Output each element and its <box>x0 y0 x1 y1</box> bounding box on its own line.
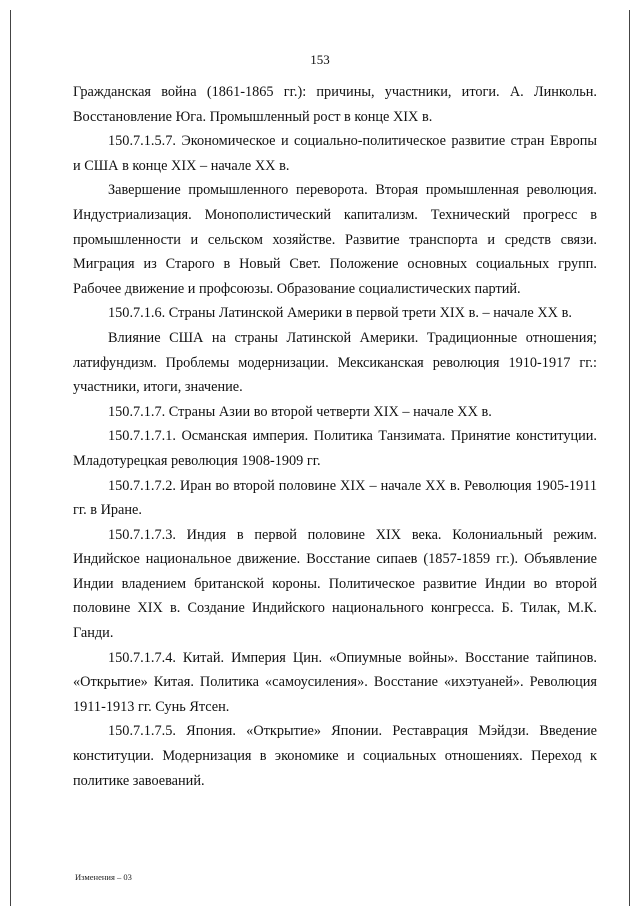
section-iran: 150.7.1.7.2. Иран во второй половине XIX – начале XX в. Революция 1905-1911 гг. в Иране. <box>73 477 597 519</box>
section-china: 150.7.1.7.4. Китай. Империя Цин. «Опиумные войны». Восстание тайпинов. «Открытие» Китая. Политика «самоусиления». Восстание «ихэтуаней». Революция 1911-1913 гг. Сунь Ятсен. <box>73 649 597 715</box>
section-heading-150-7-1-5-7: 150.7.1.5.7. Экономическое и социально-политическое развитие стран Европы и США в конце XIX – начале XX в. <box>73 133 597 174</box>
paragraph-1: Гражданская война (1861-1865 гг.): причины, участники, итоги. А. Линкольн. Восстановление Юга. Промышленный рост в конце XIX в. <box>73 84 597 125</box>
section-heading-150-7-1-6: 150.7.1.6. Страны Латинской Америки в первой трети XIX в. – начале XX в. <box>108 305 572 322</box>
page-body <box>73 80 597 793</box>
page-number: 153 <box>310 52 330 67</box>
paragraph-industrial-revolution: Завершение промышленного переворота. Вторая промышленная революция. Индустриализация. Монополистический капитализм. Технический прогресс в промышленности и сельском хозяйстве. Развитие транспорта и средств связи. Миграция из Старого в Новый Свет. Положение основных социальных групп. Рабочее движение и профсоюзы. Образование социалистических партий. <box>73 182 597 297</box>
section-heading-150-7-1-7: 150.7.1.7. Страны Азии во второй четверти XIX – начале XX в. <box>108 403 492 420</box>
section-india: 150.7.1.7.3. Индия в первой половине XIX века. Колониальный режим. Индийское национальное движение. Восстание сипаев (1857-1859 гг.). Объявление Индии владением британской короны. Политическое развитие Индии во второй половине XIX в. Создание Индийского национального конгресса. Б. Тилак, М.К. Ганди. <box>73 526 597 642</box>
section-ottoman-empire: 150.7.1.7.1. Османская империя. Политика Танзимата. Принятие конституции. Младотурецкая революция 1908-1909 гг. <box>73 428 597 469</box>
section-japan: 150.7.1.7.5. Япония. «Открытие» Японии. Реставрация Мэйдзи. Введение конституции. Модернизация в экономике и социальных отношениях. Переход к политике завоеваний. <box>73 723 597 789</box>
paragraph-latin-america: Влияние США на страны Латинской Америки. Традиционные отношения; латифундизм. Проблемы модернизации. Мексиканская революция 1910-1917 гг.: участники, итоги, значение. <box>73 329 597 396</box>
footer-revision: Изменения – 03 <box>75 872 132 882</box>
